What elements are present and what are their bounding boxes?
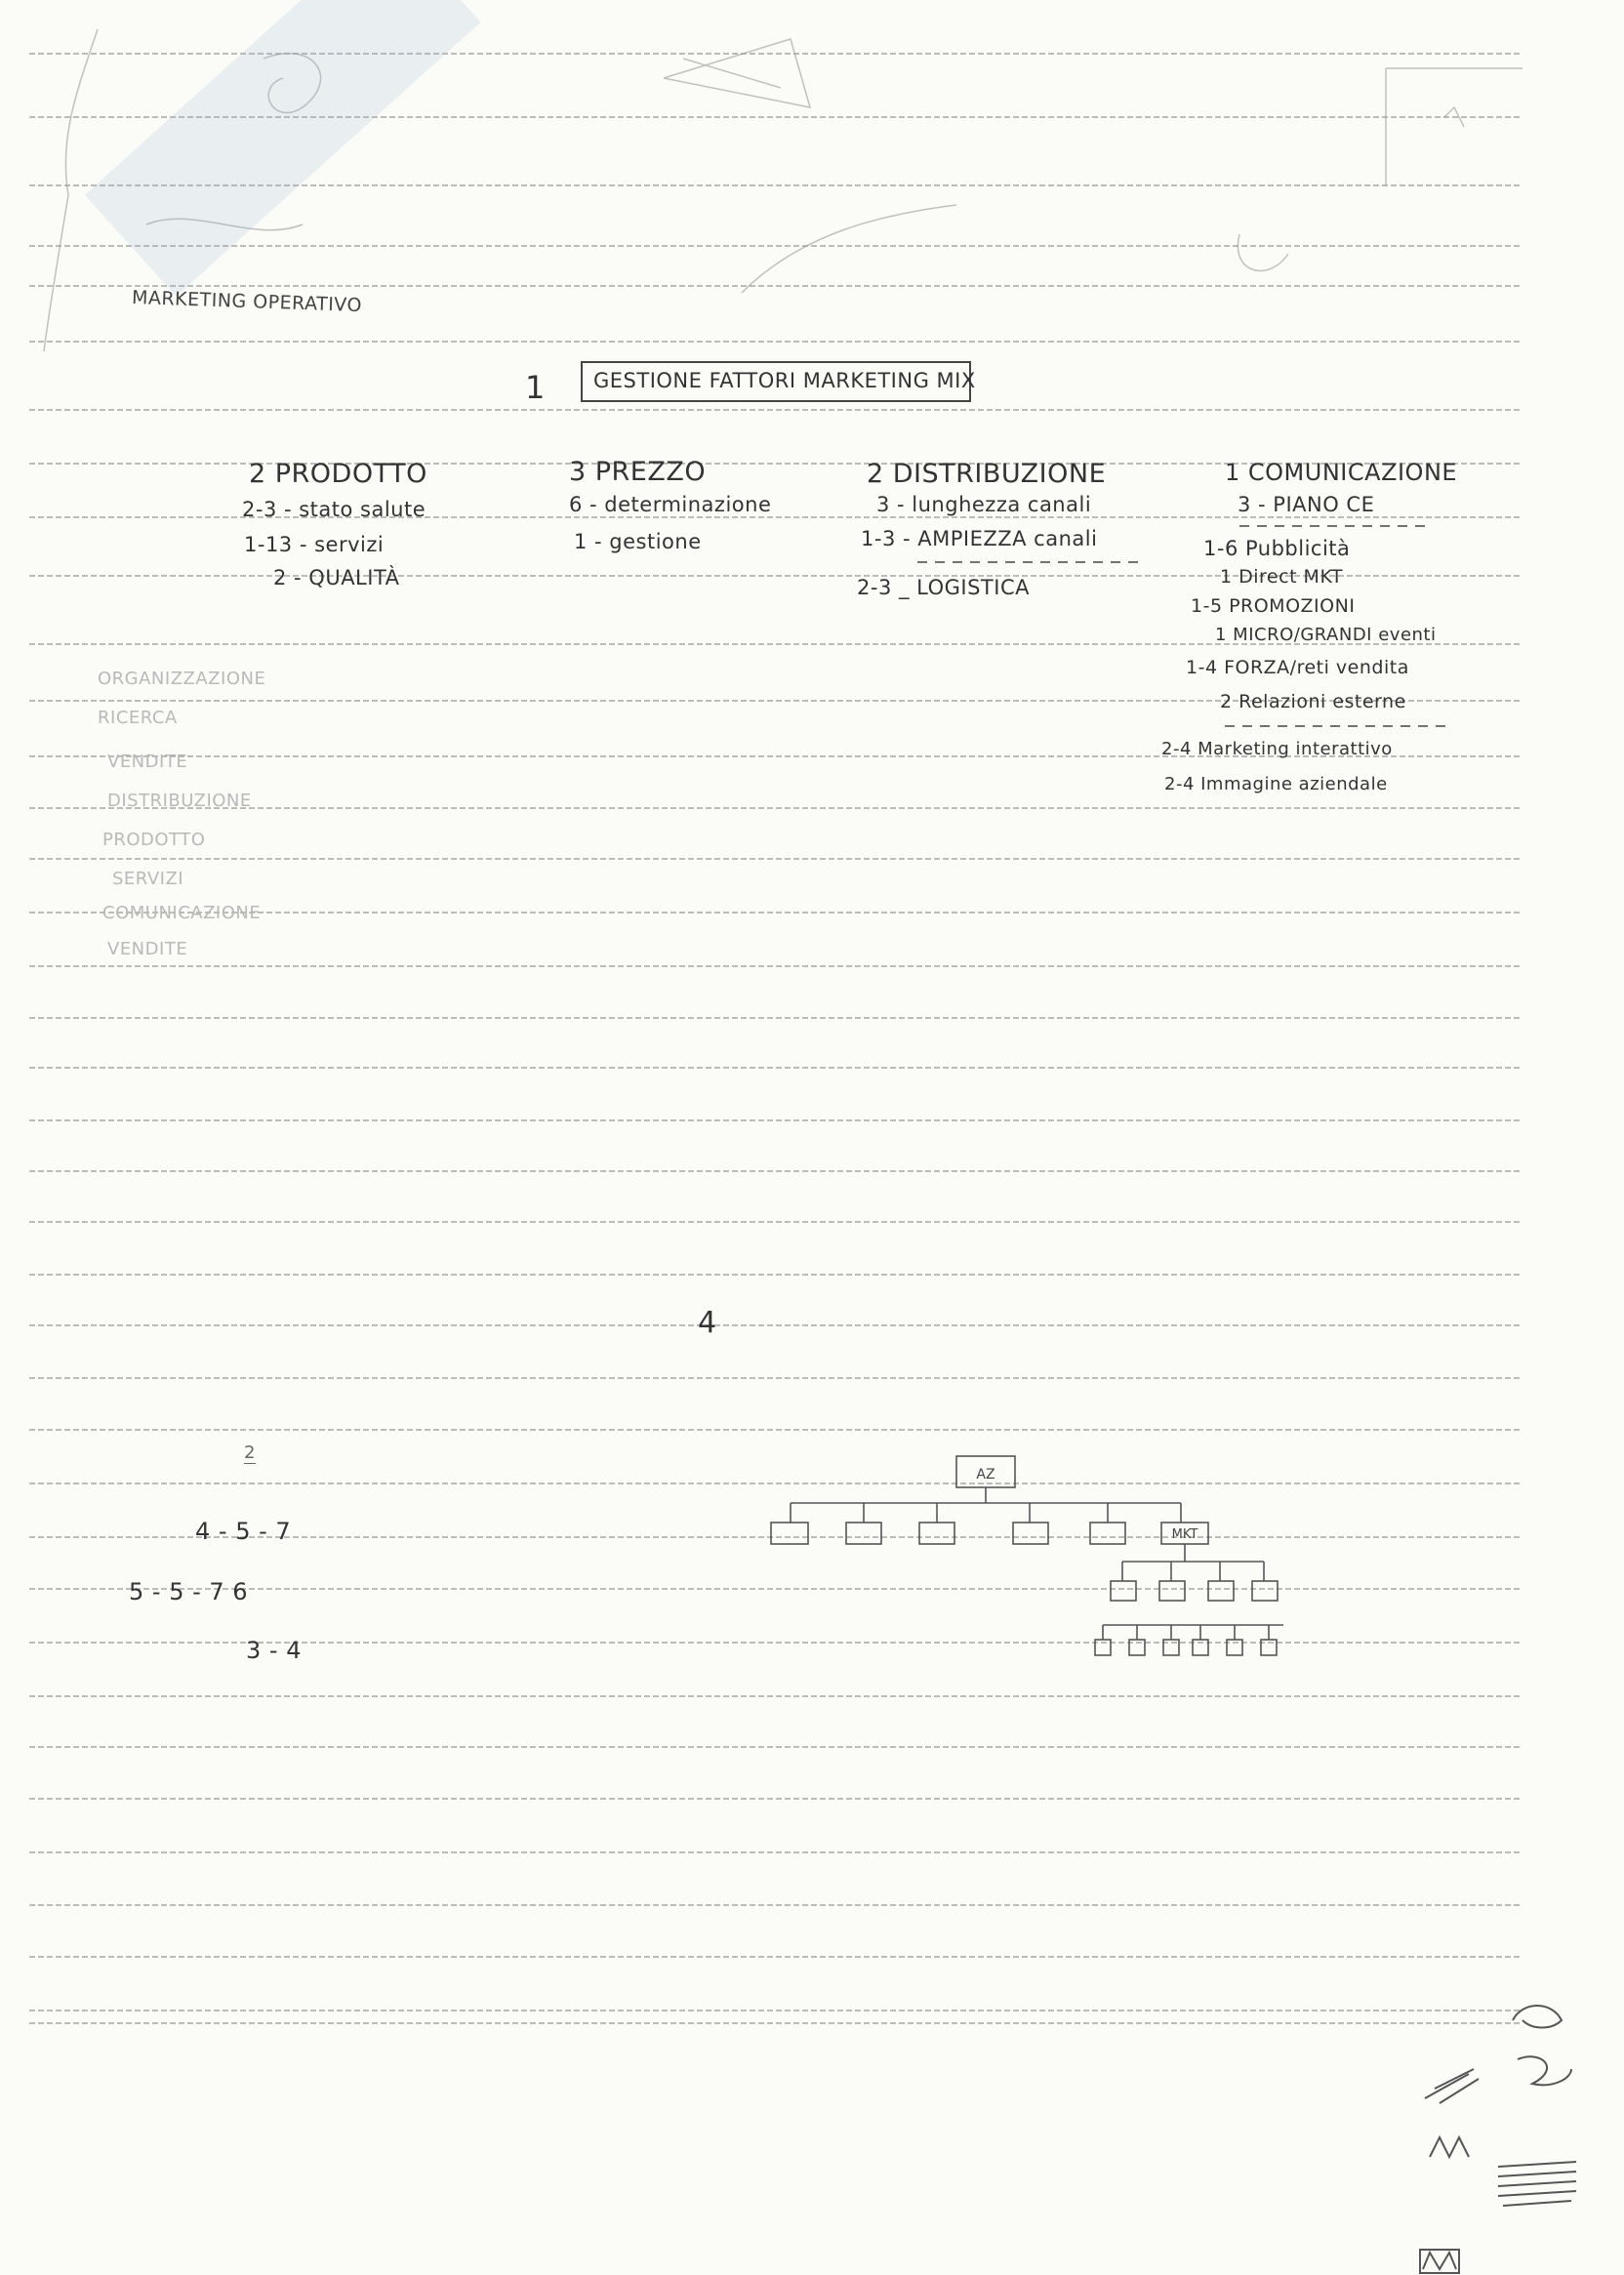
list-item: 3 - PIANO CE xyxy=(1238,493,1375,516)
list-item: 6 - determinazione xyxy=(569,493,772,516)
org-chart xyxy=(751,1444,1308,1737)
list-item: 3 - lunghezza canali xyxy=(876,493,1092,516)
org-root-label: AZ xyxy=(976,1467,995,1483)
list-item: 4 - 5 - 7 xyxy=(195,1518,292,1545)
list-item: 2 - QUALITÀ xyxy=(273,566,400,589)
faint-note: ORGANIZZAZIONE xyxy=(98,669,266,689)
dashed-separator xyxy=(1239,522,1425,530)
column-head-prezzo: 3 PREZZO xyxy=(569,457,707,487)
page-title: MARKETING OPERATIVO xyxy=(131,286,363,317)
list-item: 1 - gestione xyxy=(574,530,702,553)
column-head-distribuzione: 2 DISTRIBUZIONE xyxy=(867,459,1107,489)
faint-note: COMUNICAZIONE xyxy=(102,903,262,923)
left-block-label: 2 xyxy=(244,1442,256,1463)
list-item: 1-6 Pubblicità xyxy=(1203,537,1351,560)
list-item: 1 Direct MKT xyxy=(1220,566,1344,588)
faint-note: SERVIZI xyxy=(112,869,184,889)
list-item: 1-3 - AMPIEZZA canali xyxy=(861,527,1098,550)
list-item: 1 MICRO/GRANDI eventi xyxy=(1215,625,1437,645)
faint-note: DISTRIBUZIONE xyxy=(107,791,252,811)
column-head-prodotto: 2 PRODOTTO xyxy=(249,459,427,489)
signature-scribble xyxy=(1415,1991,1591,2274)
faint-note: RICERCA xyxy=(98,708,178,728)
list-item: 1-4 FORZA/reti vendita xyxy=(1186,657,1409,678)
dashed-separator xyxy=(1225,722,1449,730)
dashed-separator xyxy=(917,558,1142,566)
list-item: 2-3 _ LOGISTICA xyxy=(857,576,1030,599)
list-item: 3 - 4 xyxy=(246,1637,302,1664)
column-head-comunicazione: 1 COMUNICAZIONE xyxy=(1225,459,1458,486)
faint-note: VENDITE xyxy=(107,939,188,959)
org-mkt-label: MKT xyxy=(1171,1527,1198,1542)
list-item: 2 Relazioni esterne xyxy=(1220,691,1406,712)
list-item: 2-4 Marketing interattivo xyxy=(1161,739,1393,759)
list-item: 1-5 PROMOZIONI xyxy=(1191,595,1356,617)
center-mark: 4 xyxy=(698,1306,717,1340)
list-item: 1-13 - servizi xyxy=(244,533,385,556)
list-item: 2-4 Immagine aziendale xyxy=(1164,774,1388,794)
section-number: 1 xyxy=(525,369,546,406)
faint-note: PRODOTTO xyxy=(102,830,206,850)
list-item: 5 - 5 - 7 6 xyxy=(129,1578,249,1605)
faint-note: VENDITE xyxy=(107,752,188,772)
list-item: 2-3 - stato salute xyxy=(242,498,426,521)
section-title: GESTIONE FATTORI MARKETING MIX xyxy=(593,369,976,392)
